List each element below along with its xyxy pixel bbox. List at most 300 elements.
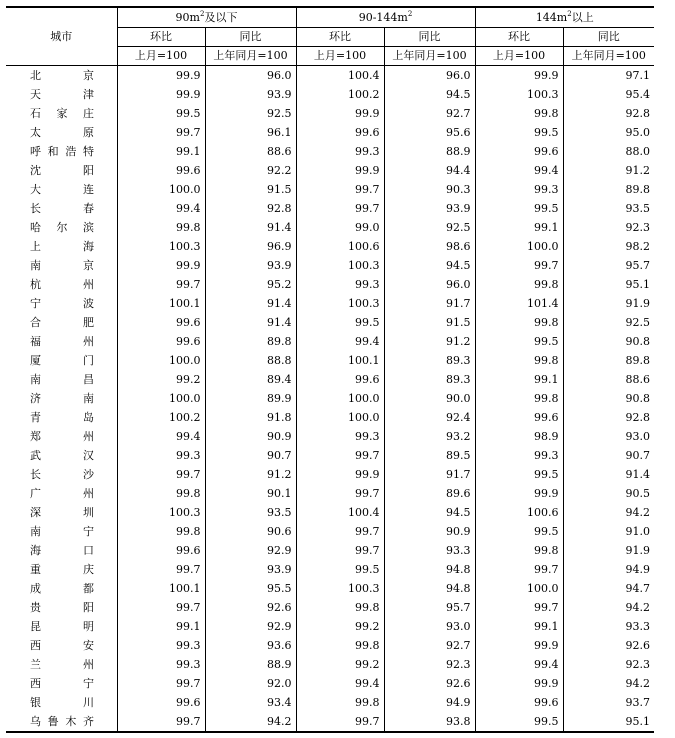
mom-value-cell: 99.8: [475, 351, 563, 370]
yoy-value-cell: 93.5: [205, 503, 296, 522]
yoy-value-cell: 96.9: [205, 237, 296, 256]
city-name: 贵阳: [30, 601, 94, 614]
mom-base-header: 上月=100: [296, 47, 384, 66]
mom-value-cell: 99.9: [117, 256, 205, 275]
mom-value-cell: 99.2: [296, 655, 384, 674]
table-row: [6, 712, 654, 732]
mom-value-cell: 99.6: [475, 142, 563, 161]
yoy-value-cell: 88.8: [205, 351, 296, 370]
yoy-header: 同比: [563, 28, 654, 47]
mom-value-cell: 99.6: [296, 370, 384, 389]
mom-value-cell: 99.4: [296, 674, 384, 693]
city-name-cell: [6, 389, 117, 408]
mom-value-cell: 99.7: [296, 522, 384, 541]
yoy-value-cell: 94.2: [563, 598, 654, 617]
table-row: [6, 161, 654, 180]
yoy-value-cell: 95.2: [205, 275, 296, 294]
yoy-value-cell: 92.5: [384, 218, 475, 237]
table-row: [6, 389, 654, 408]
yoy-base-header: 上年同月=100: [563, 47, 654, 66]
table-row: [6, 85, 654, 104]
city-name-cell: [6, 541, 117, 560]
mom-value-cell: 99.7: [296, 199, 384, 218]
city-name-cell: [6, 199, 117, 218]
yoy-value-cell: 93.2: [384, 427, 475, 446]
mom-value-cell: 99.9: [475, 674, 563, 693]
table-row: [6, 370, 654, 389]
yoy-value-cell: 91.2: [384, 332, 475, 351]
yoy-value-cell: 90.8: [563, 332, 654, 351]
yoy-value-cell: 90.0: [384, 389, 475, 408]
yoy-value-cell: 92.6: [205, 598, 296, 617]
city-name: 乌鲁木齐: [30, 715, 94, 728]
yoy-value-cell: 91.8: [205, 408, 296, 427]
city-name: 沈阳: [30, 164, 94, 177]
table-row: [6, 427, 654, 446]
table-body: [6, 66, 654, 733]
city-name-cell: [6, 104, 117, 123]
city-name-cell: [6, 693, 117, 712]
yoy-value-cell: 93.9: [384, 199, 475, 218]
yoy-value-cell: 92.8: [563, 104, 654, 123]
yoy-value-cell: 90.6: [205, 522, 296, 541]
city-name-cell: [6, 636, 117, 655]
city-name: 济南: [30, 392, 94, 405]
yoy-header: 同比: [384, 28, 475, 47]
yoy-value-cell: 88.9: [384, 142, 475, 161]
mom-value-cell: 99.7: [117, 674, 205, 693]
mom-value-cell: 100.4: [296, 503, 384, 522]
mom-value-cell: 100.3: [296, 256, 384, 275]
yoy-value-cell: 95.0: [563, 123, 654, 142]
mom-value-cell: 99.6: [117, 313, 205, 332]
city-name-cell: [6, 275, 117, 294]
mom-value-cell: 99.9: [475, 484, 563, 503]
city-name-cell: [6, 313, 117, 332]
yoy-value-cell: 90.3: [384, 180, 475, 199]
city-name-cell: [6, 465, 117, 484]
yoy-value-cell: 96.0: [384, 66, 475, 86]
table-row: [6, 693, 654, 712]
city-name: 南宁: [30, 525, 94, 538]
yoy-value-cell: 91.5: [205, 180, 296, 199]
mom-value-cell: 99.3: [475, 180, 563, 199]
yoy-value-cell: 96.1: [205, 123, 296, 142]
mom-value-cell: 99.6: [296, 123, 384, 142]
yoy-value-cell: 94.9: [384, 693, 475, 712]
mom-value-cell: 99.5: [475, 199, 563, 218]
yoy-value-cell: 89.3: [384, 370, 475, 389]
city-name: 青岛: [30, 411, 94, 424]
yoy-value-cell: 91.4: [563, 465, 654, 484]
city-name: 杭州: [30, 278, 94, 291]
yoy-value-cell: 90.8: [563, 389, 654, 408]
mom-header: 环比: [296, 28, 384, 47]
yoy-value-cell: 94.5: [384, 256, 475, 275]
mom-value-cell: 98.9: [475, 427, 563, 446]
group-header-large: $144m^2$以上: [475, 7, 654, 28]
mom-value-cell: 99.4: [475, 655, 563, 674]
city-name: 福州: [30, 335, 94, 348]
yoy-value-cell: 92.5: [205, 104, 296, 123]
mom-value-cell: 99.1: [475, 617, 563, 636]
yoy-value-cell: 88.0: [563, 142, 654, 161]
mom-value-cell: 99.1: [475, 218, 563, 237]
mom-value-cell: 100.0: [475, 579, 563, 598]
table-row: [6, 446, 654, 465]
yoy-value-cell: 93.4: [205, 693, 296, 712]
table-row: [6, 313, 654, 332]
city-name: 长沙: [30, 468, 94, 481]
city-name: 郑州: [30, 430, 94, 443]
yoy-value-cell: 92.5: [563, 313, 654, 332]
table-row: [6, 541, 654, 560]
yoy-value-cell: 91.4: [205, 313, 296, 332]
mom-value-cell: 100.3: [117, 503, 205, 522]
mom-value-cell: 99.1: [117, 617, 205, 636]
mom-value-cell: 99.7: [296, 446, 384, 465]
mom-value-cell: 100.0: [475, 237, 563, 256]
mom-value-cell: 100.3: [117, 237, 205, 256]
city-name-cell: [6, 484, 117, 503]
mom-value-cell: 99.9: [475, 66, 563, 86]
mom-value-cell: 99.9: [296, 465, 384, 484]
yoy-value-cell: 94.2: [563, 503, 654, 522]
city-name: 太原: [30, 126, 94, 139]
city-name-cell: [6, 503, 117, 522]
yoy-value-cell: 92.9: [205, 617, 296, 636]
city-name: 成都: [30, 582, 94, 595]
mom-value-cell: 99.3: [475, 446, 563, 465]
yoy-value-cell: 94.8: [384, 579, 475, 598]
mom-value-cell: 100.0: [296, 408, 384, 427]
yoy-value-cell: 94.2: [205, 712, 296, 732]
yoy-base-header: 上年同月=100: [205, 47, 296, 66]
mom-value-cell: 99.8: [475, 313, 563, 332]
city-name: 哈尔滨: [30, 221, 94, 234]
mom-value-cell: 100.3: [296, 294, 384, 313]
city-name: 厦门: [30, 354, 94, 367]
city-name-cell: [6, 180, 117, 199]
mom-value-cell: 99.9: [117, 66, 205, 86]
mom-value-cell: 99.5: [117, 104, 205, 123]
city-name-cell: [6, 674, 117, 693]
mom-value-cell: 99.8: [296, 598, 384, 617]
table-row: [6, 636, 654, 655]
yoy-value-cell: 88.9: [205, 655, 296, 674]
mom-value-cell: 99.7: [296, 541, 384, 560]
city-column-header: 城市: [6, 7, 117, 66]
mom-value-cell: 99.4: [117, 199, 205, 218]
yoy-value-cell: 93.7: [563, 693, 654, 712]
yoy-value-cell: 91.7: [384, 294, 475, 313]
mom-value-cell: 99.8: [117, 522, 205, 541]
mom-value-cell: 99.9: [296, 161, 384, 180]
mom-value-cell: 99.8: [475, 275, 563, 294]
table-header: [6, 7, 654, 66]
mom-value-cell: 99.7: [117, 275, 205, 294]
table-row: [6, 123, 654, 142]
mom-value-cell: 100.3: [475, 85, 563, 104]
yoy-value-cell: 89.8: [563, 180, 654, 199]
mom-value-cell: 99.3: [117, 446, 205, 465]
yoy-value-cell: 90.9: [384, 522, 475, 541]
yoy-value-cell: 93.0: [563, 427, 654, 446]
mom-value-cell: 99.2: [117, 370, 205, 389]
city-name-cell: [6, 123, 117, 142]
yoy-value-cell: 93.0: [384, 617, 475, 636]
mom-value-cell: 99.4: [296, 332, 384, 351]
yoy-value-cell: 93.3: [384, 541, 475, 560]
yoy-value-cell: 91.2: [563, 161, 654, 180]
mom-value-cell: 100.4: [296, 66, 384, 86]
group-header-medium: $90-144m^2$: [296, 7, 475, 28]
yoy-value-cell: 94.2: [563, 674, 654, 693]
table-row: [6, 351, 654, 370]
yoy-value-cell: 90.9: [205, 427, 296, 446]
yoy-value-cell: 92.3: [384, 655, 475, 674]
yoy-value-cell: 89.5: [384, 446, 475, 465]
yoy-value-cell: 93.3: [563, 617, 654, 636]
yoy-value-cell: 97.1: [563, 66, 654, 86]
table-row: [6, 294, 654, 313]
mom-value-cell: 99.6: [475, 408, 563, 427]
yoy-value-cell: 89.3: [384, 351, 475, 370]
yoy-header: 同比: [205, 28, 296, 47]
yoy-value-cell: 92.3: [563, 655, 654, 674]
yoy-value-cell: 93.9: [205, 85, 296, 104]
yoy-value-cell: 94.4: [384, 161, 475, 180]
mom-value-cell: 99.8: [117, 218, 205, 237]
mom-header: 环比: [475, 28, 563, 47]
city-name-cell: [6, 85, 117, 104]
mom-value-cell: 99.6: [117, 541, 205, 560]
city-name: 长春: [30, 202, 94, 215]
yoy-value-cell: 92.8: [205, 199, 296, 218]
mom-value-cell: 100.6: [296, 237, 384, 256]
city-name: 深圳: [30, 506, 94, 519]
mom-value-cell: 100.0: [117, 351, 205, 370]
mom-value-cell: 99.6: [475, 693, 563, 712]
city-name: 天津: [30, 88, 94, 101]
mom-value-cell: 99.8: [296, 636, 384, 655]
yoy-value-cell: 88.6: [205, 142, 296, 161]
city-name: 武汉: [30, 449, 94, 462]
city-name: 上海: [30, 240, 94, 253]
mom-value-cell: 99.7: [296, 180, 384, 199]
mom-value-cell: 99.7: [296, 712, 384, 732]
yoy-value-cell: 93.9: [205, 256, 296, 275]
city-name: 南昌: [30, 373, 94, 386]
mom-value-cell: 99.7: [117, 123, 205, 142]
city-name-cell: [6, 66, 117, 86]
city-name: 呼和浩特: [30, 145, 94, 158]
mom-value-cell: 99.1: [117, 142, 205, 161]
mom-value-cell: 99.7: [117, 712, 205, 732]
mom-value-cell: 99.6: [117, 332, 205, 351]
yoy-value-cell: 94.7: [563, 579, 654, 598]
mom-value-cell: 100.0: [296, 389, 384, 408]
mom-value-cell: 100.2: [296, 85, 384, 104]
mom-base-header: 上月=100: [475, 47, 563, 66]
city-name-cell: [6, 446, 117, 465]
mom-value-cell: 99.8: [475, 104, 563, 123]
mom-value-cell: 99.3: [117, 636, 205, 655]
city-name: 北京: [30, 69, 94, 82]
city-name-cell: [6, 370, 117, 389]
yoy-value-cell: 91.4: [205, 218, 296, 237]
city-name-cell: [6, 617, 117, 636]
table-row: [6, 180, 654, 199]
yoy-base-header: 上年同月=100: [384, 47, 475, 66]
mom-value-cell: 99.5: [296, 560, 384, 579]
yoy-value-cell: 95.6: [384, 123, 475, 142]
mom-value-cell: 99.8: [117, 484, 205, 503]
table-row: [6, 408, 654, 427]
city-name-cell: [6, 161, 117, 180]
table-row: [6, 674, 654, 693]
yoy-value-cell: 95.5: [205, 579, 296, 598]
mom-value-cell: 100.1: [296, 351, 384, 370]
mom-value-cell: 99.7: [475, 560, 563, 579]
mom-value-cell: 99.3: [296, 142, 384, 161]
mom-header: 环比: [117, 28, 205, 47]
mom-value-cell: 99.7: [475, 256, 563, 275]
yoy-value-cell: 92.2: [205, 161, 296, 180]
city-name-cell: [6, 655, 117, 674]
mom-value-cell: 99.5: [475, 123, 563, 142]
yoy-value-cell: 91.7: [384, 465, 475, 484]
price-index-table: [6, 6, 654, 733]
yoy-value-cell: 94.5: [384, 503, 475, 522]
table-row: [6, 256, 654, 275]
yoy-value-cell: 92.9: [205, 541, 296, 560]
city-name: 昆明: [30, 620, 94, 633]
yoy-value-cell: 90.5: [563, 484, 654, 503]
yoy-value-cell: 98.6: [384, 237, 475, 256]
mom-value-cell: 99.0: [296, 218, 384, 237]
city-name: 广州: [30, 487, 94, 500]
yoy-value-cell: 93.8: [384, 712, 475, 732]
yoy-value-cell: 92.4: [384, 408, 475, 427]
yoy-value-cell: 89.6: [384, 484, 475, 503]
yoy-value-cell: 92.0: [205, 674, 296, 693]
table-row: [6, 332, 654, 351]
yoy-value-cell: 89.8: [205, 332, 296, 351]
yoy-value-cell: 88.6: [563, 370, 654, 389]
yoy-value-cell: 91.0: [563, 522, 654, 541]
yoy-value-cell: 96.0: [384, 275, 475, 294]
yoy-value-cell: 94.9: [563, 560, 654, 579]
mom-value-cell: 99.4: [117, 427, 205, 446]
yoy-value-cell: 89.9: [205, 389, 296, 408]
city-name-cell: [6, 237, 117, 256]
table-row: [6, 522, 654, 541]
yoy-value-cell: 92.6: [563, 636, 654, 655]
group-header-small: $90m^2$及以下: [117, 7, 296, 28]
yoy-value-cell: 93.9: [205, 560, 296, 579]
table-row: [6, 617, 654, 636]
table-row: [6, 104, 654, 123]
table-row: [6, 503, 654, 522]
city-name-cell: [6, 256, 117, 275]
mom-value-cell: 99.3: [296, 427, 384, 446]
mom-value-cell: 99.7: [117, 465, 205, 484]
yoy-value-cell: 95.7: [384, 598, 475, 617]
mom-value-cell: 99.5: [475, 712, 563, 732]
table-row: [6, 560, 654, 579]
city-name: 宁波: [30, 297, 94, 310]
mom-value-cell: 100.1: [117, 294, 205, 313]
mom-value-cell: 99.8: [296, 693, 384, 712]
table-row: [6, 579, 654, 598]
mom-base-header: 上月=100: [117, 47, 205, 66]
mom-value-cell: 99.3: [117, 655, 205, 674]
city-name: 南京: [30, 259, 94, 272]
city-name: 银川: [30, 696, 94, 709]
mom-value-cell: 99.1: [475, 370, 563, 389]
price-index-table-wrapper: [6, 6, 654, 733]
mom-value-cell: 99.6: [117, 693, 205, 712]
city-name-cell: [6, 218, 117, 237]
yoy-value-cell: 95.1: [563, 712, 654, 732]
city-name-cell: [6, 332, 117, 351]
city-name-cell: [6, 522, 117, 541]
yoy-value-cell: 89.8: [563, 351, 654, 370]
mom-value-cell: 99.4: [475, 161, 563, 180]
city-name: 兰州: [30, 658, 94, 671]
mom-value-cell: 99.9: [475, 636, 563, 655]
mom-value-cell: 99.9: [117, 85, 205, 104]
yoy-value-cell: 89.4: [205, 370, 296, 389]
mom-value-cell: 99.7: [117, 560, 205, 579]
table-row: [6, 484, 654, 503]
city-name-cell: [6, 294, 117, 313]
mom-value-cell: 100.3: [296, 579, 384, 598]
city-name: 西宁: [30, 677, 94, 690]
city-name-cell: [6, 408, 117, 427]
yoy-value-cell: 91.9: [563, 294, 654, 313]
yoy-value-cell: 90.7: [563, 446, 654, 465]
city-name: 海口: [30, 544, 94, 557]
yoy-value-cell: 91.9: [563, 541, 654, 560]
yoy-value-cell: 95.1: [563, 275, 654, 294]
mom-value-cell: 99.5: [296, 313, 384, 332]
city-name: 西安: [30, 639, 94, 652]
mom-value-cell: 99.5: [475, 332, 563, 351]
yoy-value-cell: 94.8: [384, 560, 475, 579]
yoy-value-cell: 95.7: [563, 256, 654, 275]
yoy-value-cell: 96.0: [205, 66, 296, 86]
mom-value-cell: 99.6: [117, 161, 205, 180]
city-name: 重庆: [30, 563, 94, 576]
table-row: [6, 199, 654, 218]
table-row: [6, 66, 654, 86]
yoy-value-cell: 92.7: [384, 104, 475, 123]
table-row: [6, 275, 654, 294]
city-name: 大连: [30, 183, 94, 196]
city-name: 石家庄: [30, 107, 94, 120]
yoy-value-cell: 90.7: [205, 446, 296, 465]
yoy-value-cell: 93.5: [563, 199, 654, 218]
mom-value-cell: 99.2: [296, 617, 384, 636]
city-name: 合肥: [30, 316, 94, 329]
yoy-value-cell: 91.2: [205, 465, 296, 484]
mom-value-cell: 99.5: [475, 465, 563, 484]
table-row: [6, 142, 654, 161]
yoy-value-cell: 94.5: [384, 85, 475, 104]
mom-value-cell: 99.9: [296, 104, 384, 123]
